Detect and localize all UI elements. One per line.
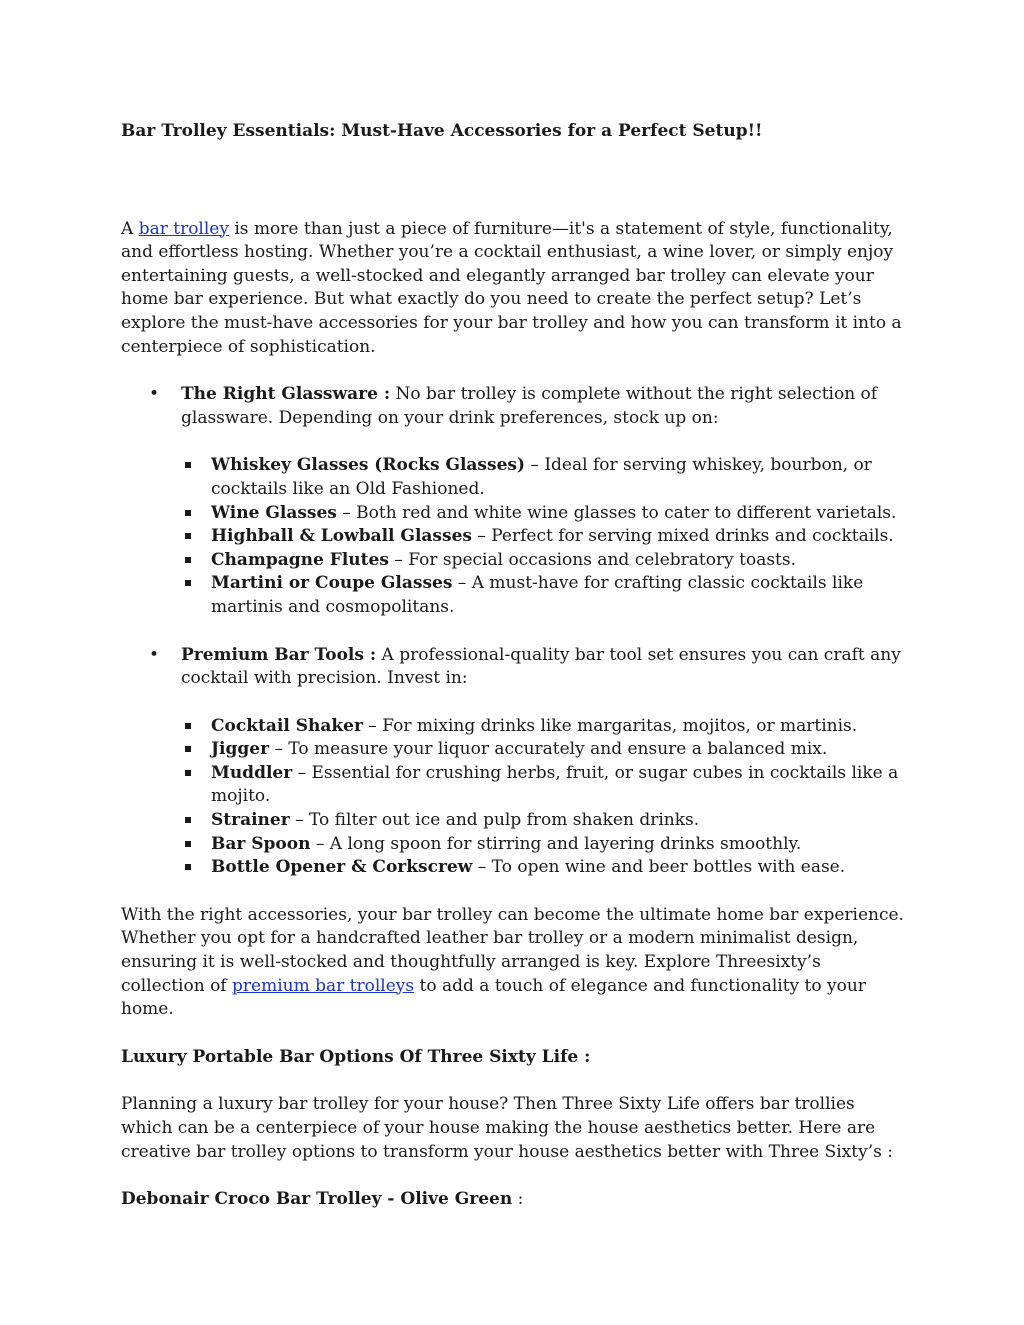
product-heading-suffix: : bbox=[512, 1189, 524, 1210]
item-desc: – For mixing drinks like margaritas, mojitos, or martinis. bbox=[362, 715, 858, 736]
list-item bbox=[181, 833, 906, 857]
intro-pre: A bbox=[121, 218, 139, 239]
product-heading-line bbox=[121, 1188, 906, 1212]
closing-post: to add a touch of elegance and functionality to your home. bbox=[121, 975, 866, 1020]
section-heading: Premium Bar Tools : bbox=[181, 644, 377, 665]
item-name: Highball & Lowball Glasses bbox=[211, 526, 472, 547]
section-bar-tools bbox=[121, 644, 906, 880]
list-item bbox=[181, 502, 906, 526]
item-desc: – Perfect for serving mixed drinks and cocktails. bbox=[471, 526, 894, 547]
item-name: Cocktail Shaker bbox=[211, 715, 363, 736]
section-intro bbox=[181, 383, 906, 430]
luxury-heading: Luxury Portable Bar Options Of Three Sixty Life : bbox=[121, 1046, 591, 1067]
list-item bbox=[181, 525, 906, 549]
item-desc: – Both red and white wine glasses to cater to different varietals. bbox=[336, 502, 897, 523]
list-item bbox=[181, 454, 906, 501]
section-glassware bbox=[121, 383, 906, 619]
section-heading: The Right Glassware : bbox=[181, 384, 391, 405]
document-page bbox=[121, 120, 906, 1212]
planning-paragraph: Planning a luxury bar trolley for your house? Then Three Sixty Life offers bar trollies which can be a centerpiece of your house making the house aesthetics better. Here are creative bar trolley options to transform your house aesthetics better with Three Sixty’s : bbox=[121, 1094, 893, 1162]
item-name: Martini or Coupe Glasses bbox=[211, 573, 453, 594]
item-name: Champagne Flutes bbox=[211, 549, 389, 570]
intro-post: is more than just a piece of furniture—it's a statement of style, functionality, and effortless hosting. Whether you’re a cocktail enthusiast, a wine lover, or simply enjoy entertaining guests, a well-stocked and elegantly arranged bar trolley can elevate your home bar experience. But what exactly do you need to create the perfect setup? Let’s explore the must-have accessories for your bar trolley and how you can transform it into a centerpiece of sophistication. bbox=[121, 218, 902, 357]
item-name: Bar Spoon bbox=[211, 833, 311, 854]
item-desc: – To filter out ice and pulp from shaken drinks. bbox=[289, 810, 700, 831]
item-name: Bottle Opener & Corkscrew bbox=[211, 857, 473, 878]
section-text: No bar trolley is complete without the right selection of glassware. Depending on your drink preferences, stock up on: bbox=[181, 384, 878, 428]
item-desc: – Ideal for serving whiskey, bourbon, or cocktails like an Old Fashioned. bbox=[211, 455, 872, 499]
closing-paragraph bbox=[121, 904, 906, 1022]
item-desc: – A must-have for crafting classic cocktails like martinis and cosmopolitans. bbox=[211, 573, 864, 617]
item-desc: – To open wine and beer bottles with ease. bbox=[472, 857, 846, 878]
list-item bbox=[181, 715, 906, 739]
item-desc: – To measure your liquor accurately and ensure a balanced mix. bbox=[269, 739, 828, 760]
bar-tools-list bbox=[181, 715, 906, 880]
item-name: Strainer bbox=[211, 810, 290, 831]
section-intro bbox=[181, 644, 906, 691]
item-name: Muddler bbox=[211, 762, 293, 783]
product-heading: Debonair Croco Bar Trolley - Olive Green bbox=[121, 1189, 513, 1210]
item-name: Jigger bbox=[211, 739, 270, 760]
list-item bbox=[181, 738, 906, 762]
intro-paragraph bbox=[121, 218, 906, 360]
list-item bbox=[181, 572, 906, 619]
list-item bbox=[181, 549, 906, 573]
section-text: A professional-quality bar tool set ensures you can craft any cocktail with precision. Invest in: bbox=[181, 644, 901, 689]
accessory-sections bbox=[121, 383, 906, 880]
page-title: Bar Trolley Essentials: Must-Have Accessories for a Perfect Setup!! bbox=[121, 121, 763, 141]
list-item bbox=[181, 809, 906, 833]
item-desc: – For special occasions and celebratory toasts. bbox=[388, 549, 797, 570]
item-desc: – A long spoon for stirring and layering drinks smoothly. bbox=[310, 833, 802, 854]
closing-pre: With the right accessories, your bar trolley can become the ultimate home bar experience. Whether you opt for a handcrafted leather bar trolley or a modern minimalist design, ensuring it is well-stocked and thoughtfully arranged is key. Explore Threesixty’s collection of bbox=[121, 904, 904, 996]
list-item bbox=[181, 856, 906, 880]
list-item bbox=[181, 762, 906, 809]
premium-bar-trolleys-link[interactable]: premium bar trolleys bbox=[232, 975, 415, 996]
bar-trolley-link[interactable]: bar trolley bbox=[138, 218, 229, 239]
item-name: Wine Glasses bbox=[211, 502, 337, 523]
item-name: Whiskey Glasses (Rocks Glasses) bbox=[211, 455, 526, 476]
glassware-list bbox=[181, 454, 906, 619]
item-desc: – Essential for crushing herbs, fruit, or sugar cubes in cocktails like a mojito. bbox=[211, 762, 899, 807]
